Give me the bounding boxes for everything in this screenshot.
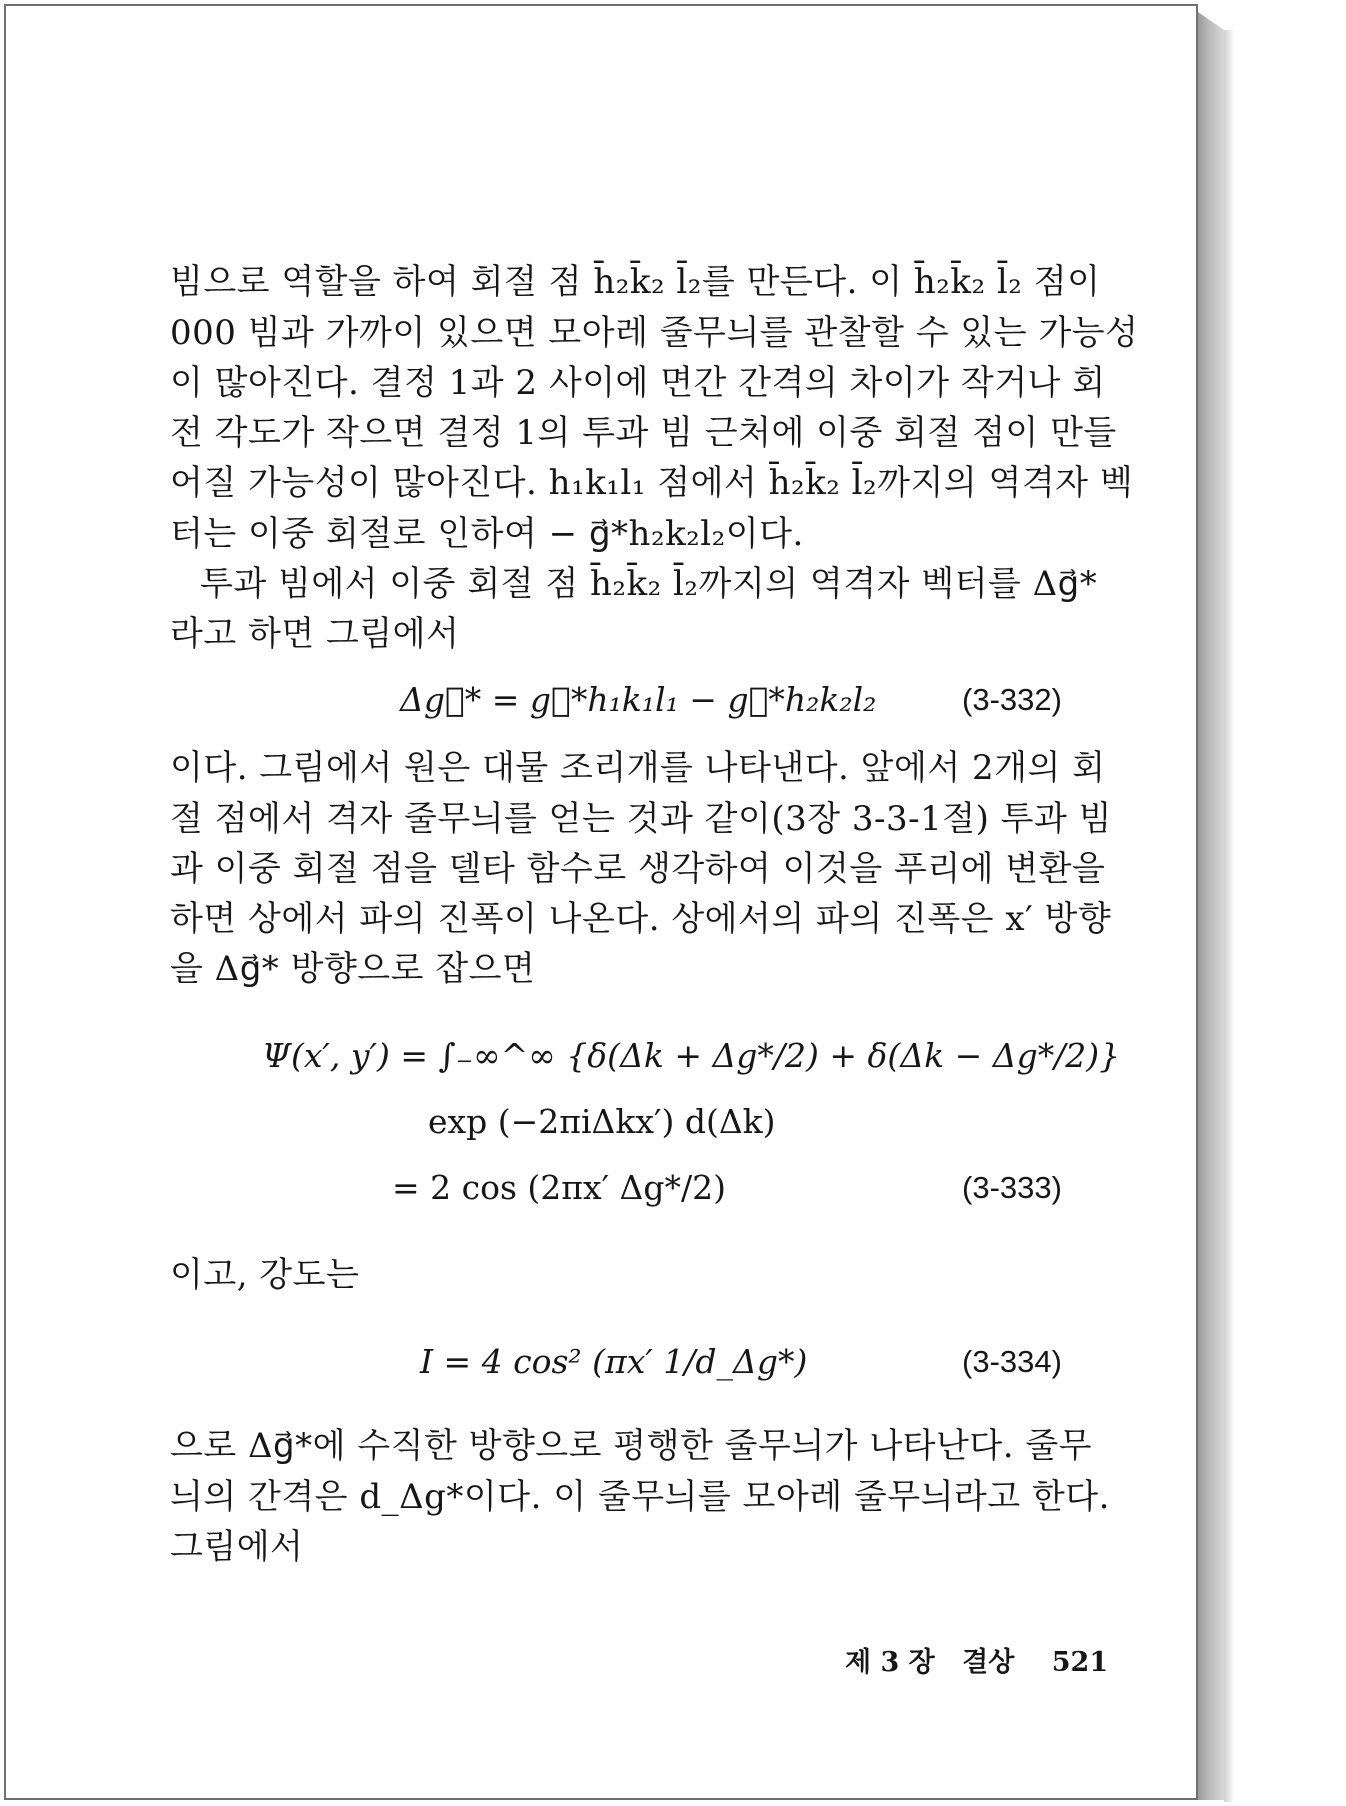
equation-3-332: Δg⃗* = g⃗*h₁k₁l₁ − g⃗*h₂k₂l₂ (400, 680, 877, 719)
equation-number: (3-334) (962, 1344, 1062, 1379)
text-line: 터는 이중 회절로 인하여 − g⃗*h₂k₂l₂이다. (170, 514, 804, 554)
text-line: 그림에서 (170, 1527, 304, 1567)
text-line: 으로 Δg⃗*에 수직한 방향으로 평행한 줄무늬가 나타난다. 줄무 (170, 1426, 1093, 1466)
page-stack-edge (1198, 12, 1224, 1800)
footer-chapter: 제 3 장 (845, 1647, 935, 1678)
equation-3-333-line2: exp (−2πiΔkx′) d(Δk) (428, 1102, 776, 1141)
equation-3-333-line3: = 2 cos (2πx′ Δg*/2) (392, 1168, 726, 1207)
text-line: 과 이중 회절 점을 델타 함수로 생각하여 이것을 푸리에 변환을 (170, 849, 1106, 889)
text-line: 하면 상에서 파의 진폭이 나온다. 상에서의 파의 진폭은 x′ 방향 (170, 899, 1112, 939)
text-line: 이다. 그림에서 원은 대물 조리개를 나타낸다. 앞에서 2개의 회 (170, 748, 1106, 788)
footer-title: 결상 (962, 1647, 1015, 1678)
text-line: 000 빔과 가까이 있으면 모아레 줄무늬를 관찰할 수 있는 가능성 (170, 313, 1139, 353)
equation-number: (3-333) (962, 1170, 1062, 1205)
text-line: 이고, 강도는 (170, 1255, 360, 1295)
text-line: 빔으로 역할을 하여 회절 점 h̄₂k̄₂ l̄₂를 만든다. 이 h̄₂k̄₂ l̄₂ 점이 (170, 262, 1101, 302)
text-line: 늬의 간격은 d_Δg*이다. 이 줄무늬를 모아레 줄무늬라고 한다. (170, 1477, 1110, 1517)
text-line: 을 Δg⃗* 방향으로 잡으면 (170, 949, 536, 989)
text-line: 라고 하면 그림에서 (170, 614, 460, 654)
text-line: 전 각도가 작으면 결정 1의 투과 빔 근처에 이중 회절 점이 만들 (170, 413, 1117, 453)
equation-3-334: I = 4 cos² (πx′ 1/d_Δg*) (420, 1342, 808, 1381)
page-shadow (1224, 30, 1234, 1802)
equation-number: (3-332) (962, 682, 1062, 717)
running-footer (845, 1646, 1108, 1680)
text-line: 어질 가능성이 많아진다. h₁k₁l₁ 점에서 h̄₂k̄₂ l̄₂까지의 역격자 벡 (170, 463, 1134, 503)
text-line: 이 많아진다. 결정 1과 2 사이에 면간 간격의 차이가 작거나 회 (170, 363, 1106, 403)
text-line: 투과 빔에서 이중 회절 점 h̄₂k̄₂ l̄₂까지의 역격자 벡터를 Δg⃗* (200, 564, 1098, 604)
text-line: 절 점에서 격자 줄무늬를 얻는 것과 같이(3장 3-3-1절) 투과 빔 (170, 799, 1113, 839)
page-number: 521 (1051, 1647, 1109, 1678)
equation-3-333-line1: Ψ(x′, y′) = ∫₋∞^∞ {δ(Δk + Δg*/2) + δ(Δk − Δg*/2)} (262, 1036, 1121, 1075)
